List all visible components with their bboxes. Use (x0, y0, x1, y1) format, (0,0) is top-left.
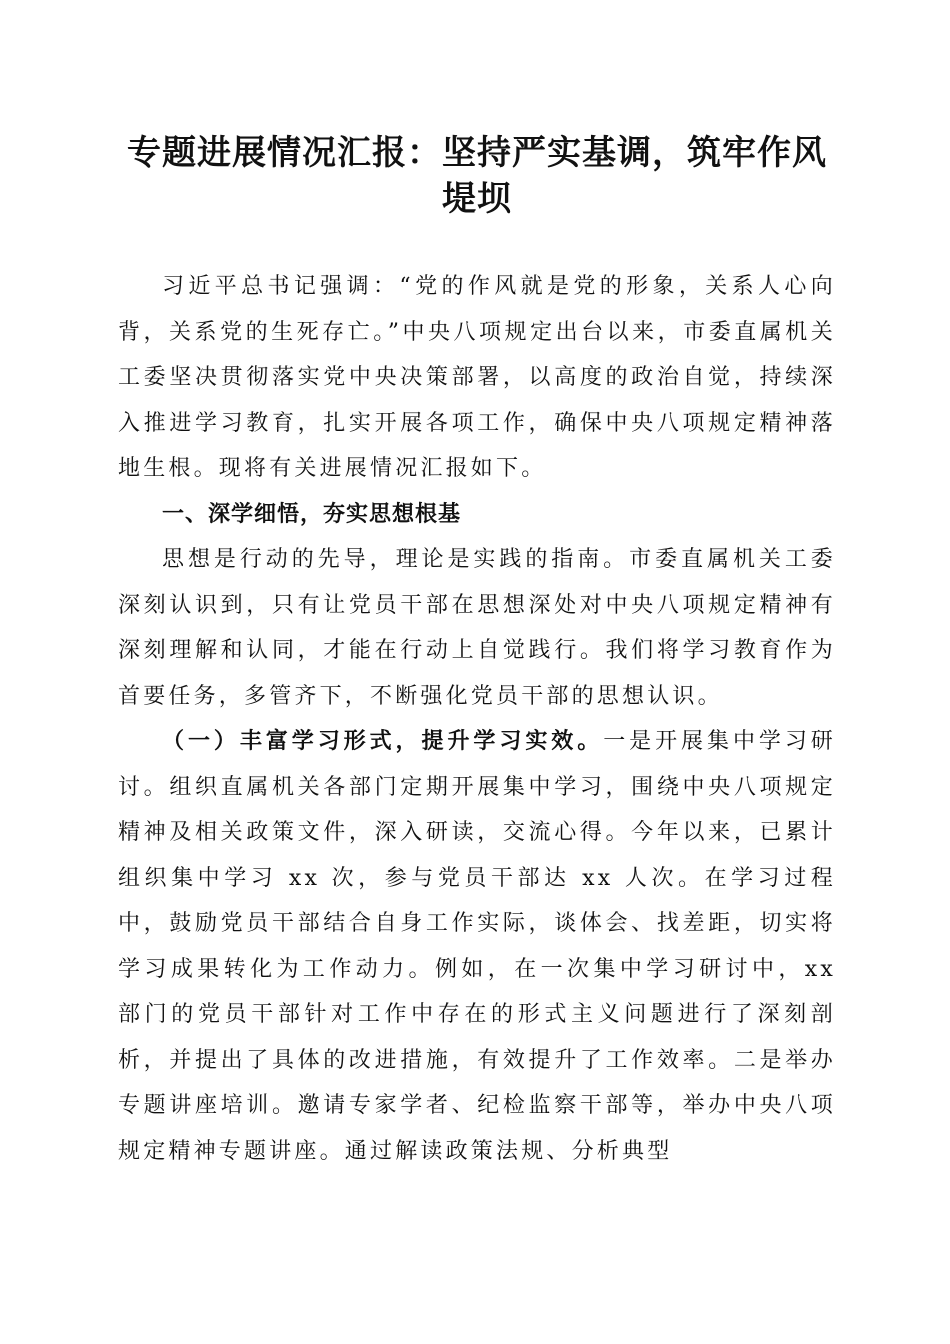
document-title: 专题进展情况汇报：坚持严实基调，筑牢作风堤坝 (127, 133, 827, 219)
section-heading: 一、深学细悟，夯实思想根基 (162, 501, 462, 527)
intro-paragraph: 习近平总书记强调：“党的作风就是党的形象，关系人心向背，关系党的生死存亡。”中央八项规定出台以来，市委直属机关工委坚决贯彻落实党中央决策部署，以高度的政治自觉，持续深入推进学习教育，扎实开展各项工作，确保中央八项规定精神落地生根。现将有关进展情况汇报如下。 (118, 274, 836, 481)
document-page (118, 130, 836, 1174)
section-paragraph: 思想是行动的先导，理论是实践的指南。市委直属机关工委深刻认识到，只有让党员干部在思想深处对中央八项规定精神有深刻理解和认同，才能在行动上自觉践行。我们将学习教育作为首要任务，多管齐下，不断强化党员干部的思想认识。 (118, 547, 836, 709)
subsection-lead: （一）丰富学习形式，提升学习实效。 (162, 728, 604, 754)
subsection-paragraph (118, 719, 836, 1174)
subsection-body: 一是开展集中学习研讨。组织直属机关各部门定期开展集中学习，围绕中央八项规定精神及相关政策文件，深入研读，交流心得。今年以来，已累计组织集中学习 xx 次，参与党员干部达 xx 人次。在学习过程中，鼓励党员干部结合自身工作实际，谈体会、找差距，切实将学习成果转化为工作动力。例如，在一次集中学习研讨中，xx 部门的党员干部针对工作中存在的形式主义问题进行了深刻剖析，并提出了具体的改进措施，有效提升了工作效率。二是举办专题讲座培训。邀请专家学者、纪检监察干部等，举办中央八项规定精神专题讲座。通过解读政策法规、分析典型 (118, 729, 836, 1164)
